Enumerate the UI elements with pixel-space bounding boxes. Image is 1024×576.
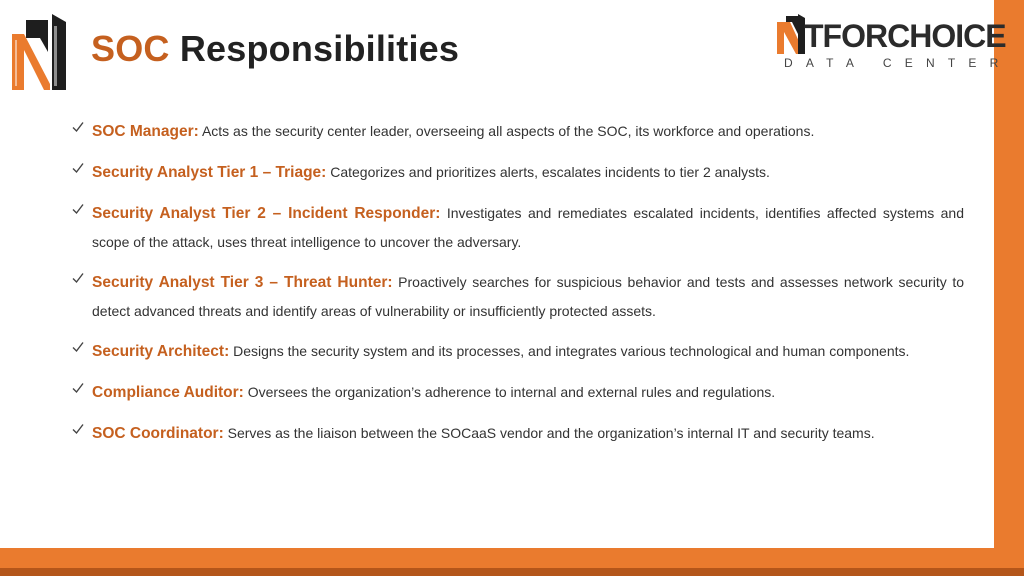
item-label: Security Analyst Tier 1 – Triage: [92, 164, 327, 181]
title-accent: SOC [91, 28, 170, 69]
item-label: Compliance Auditor: [92, 384, 244, 401]
checkmark-icon [72, 162, 84, 174]
list-item [72, 158, 964, 187]
title-main: Responsibilities [179, 28, 460, 69]
page-title [91, 28, 459, 70]
item-text [92, 268, 964, 325]
list-item [72, 378, 964, 407]
item-description: Proactively searches for suspicious behavior and tests and assesses network security to detect advanced threats and identify areas of vulnerability or insufficiently protected assets. [92, 274, 964, 319]
brand-logo [776, 14, 1012, 74]
item-text [92, 158, 964, 187]
checkmark-icon [72, 121, 84, 133]
list-item [72, 419, 964, 448]
item-description: Serves as the liaison between the SOCaaS vendor and the organization’s internal IT and security teams. [227, 425, 875, 441]
bottom-dark-stripe [0, 568, 1024, 576]
brand-subtitle: DATA CENTER [784, 56, 1012, 70]
item-description: Categorizes and prioritizes alerts, escalates incidents to tier 2 analysts. [330, 164, 770, 180]
item-label: Security Architect: [92, 343, 230, 360]
building-logo-icon [10, 12, 68, 92]
checkmark-icon [72, 382, 84, 394]
right-accent-bar [994, 0, 1024, 576]
checkmark-icon [72, 341, 84, 353]
list-item [72, 337, 964, 366]
list-item [72, 199, 964, 256]
item-description: Designs the security system and its processes, and integrates various technological and human components. [233, 343, 910, 359]
item-label: Security Analyst Tier 2 – Incident Responder: [92, 205, 441, 222]
item-description: Investigates and remediates escalated incidents, identifies affected systems and scope of the attack, uses threat intelligence to uncover the adversary. [92, 205, 964, 250]
list-item [72, 117, 964, 146]
item-label: Security Analyst Tier 3 – Threat Hunter: [92, 274, 393, 291]
item-text [92, 337, 964, 366]
item-label: SOC Coordinator: [92, 425, 224, 442]
item-text [92, 378, 964, 407]
brand-mark-icon [776, 14, 806, 56]
list-item [72, 268, 964, 325]
item-text [92, 419, 964, 448]
checkmark-icon [72, 272, 84, 284]
item-description: Acts as the security center leader, overseeing all aspects of the SOC, its workforce and operations. [201, 123, 815, 139]
item-description: Oversees the organization’s adherence to internal and external rules and regulations. [247, 384, 776, 400]
item-text [92, 117, 964, 146]
checkmark-icon [72, 423, 84, 435]
responsibilities-list [72, 117, 964, 460]
item-text [92, 199, 964, 256]
item-label: SOC Manager: [92, 123, 199, 140]
brand-name: TFORCHOICE [804, 18, 1006, 54]
checkmark-icon [72, 203, 84, 215]
